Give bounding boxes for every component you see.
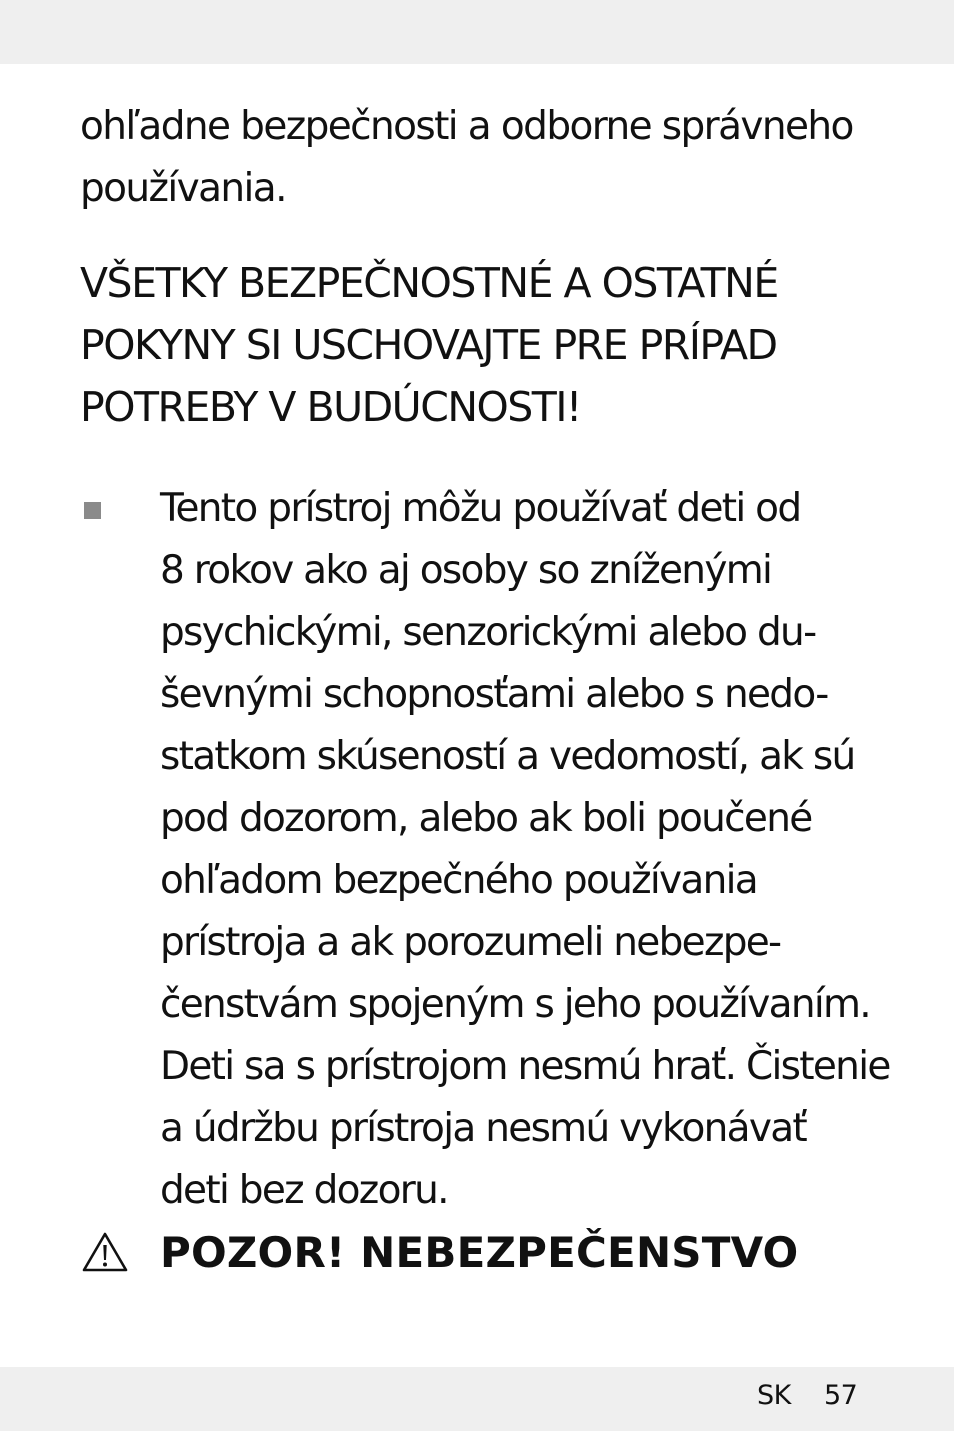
bullet-line: 8 rokov ako aj osoby so zníženými — [160, 548, 772, 593]
bullet-line: ohľadom bezpečného používania — [160, 858, 757, 903]
heading-line: VŠETKY BEZPEČNOSTNÉ A OSTATNÉ — [80, 259, 778, 307]
bullet-line: a údržbu prístroja nesmú vykonávať — [160, 1106, 806, 1151]
intro-line: ohľadne bezpečnosti a odborne správneho — [80, 104, 853, 149]
bullet-line: Tento prístroj môžu používať deti od — [160, 486, 801, 531]
heading-line: POKYNY SI USCHOVAJTE PRE PRÍPAD — [80, 321, 777, 369]
bullet-line: psychickými, senzorickými alebo du- — [160, 610, 816, 655]
bullet-line: statkom skúseností a vedomostí, ak sú — [160, 734, 855, 779]
intro-paragraph — [80, 96, 890, 220]
footer-language-code: SK — [757, 1380, 791, 1411]
bullet-item — [80, 478, 890, 1222]
warning-triangle-icon — [82, 1232, 128, 1272]
bullet-square-icon — [84, 502, 101, 519]
bullet-line: prístroja a ak porozumeli nebezpe- — [160, 920, 781, 965]
bullet-line: ševnými schopnosťami alebo s nedo- — [160, 672, 828, 717]
bullet-line: čenstvám spojeným s jeho používaním. — [160, 982, 870, 1027]
bullet-line: Deti sa s prístrojom nesmú hrať. Čistenie — [160, 1044, 890, 1089]
bullet-line: pod dozorom, alebo ak boli poučené — [160, 796, 812, 841]
bottom-band — [0, 1367, 954, 1431]
footer-page-number: 57 — [824, 1380, 858, 1411]
intro-line: používania. — [80, 166, 286, 211]
page-content — [80, 96, 890, 1284]
safety-heading — [80, 252, 890, 438]
warning-heading — [80, 1222, 890, 1284]
bullet-line: deti bez dozoru. — [160, 1168, 448, 1213]
heading-line: POTREBY V BUDÚCNOSTI! — [80, 383, 581, 431]
warning-label: POZOR! NEBEZPEČENSTVO — [160, 1228, 799, 1277]
top-band — [0, 0, 954, 64]
